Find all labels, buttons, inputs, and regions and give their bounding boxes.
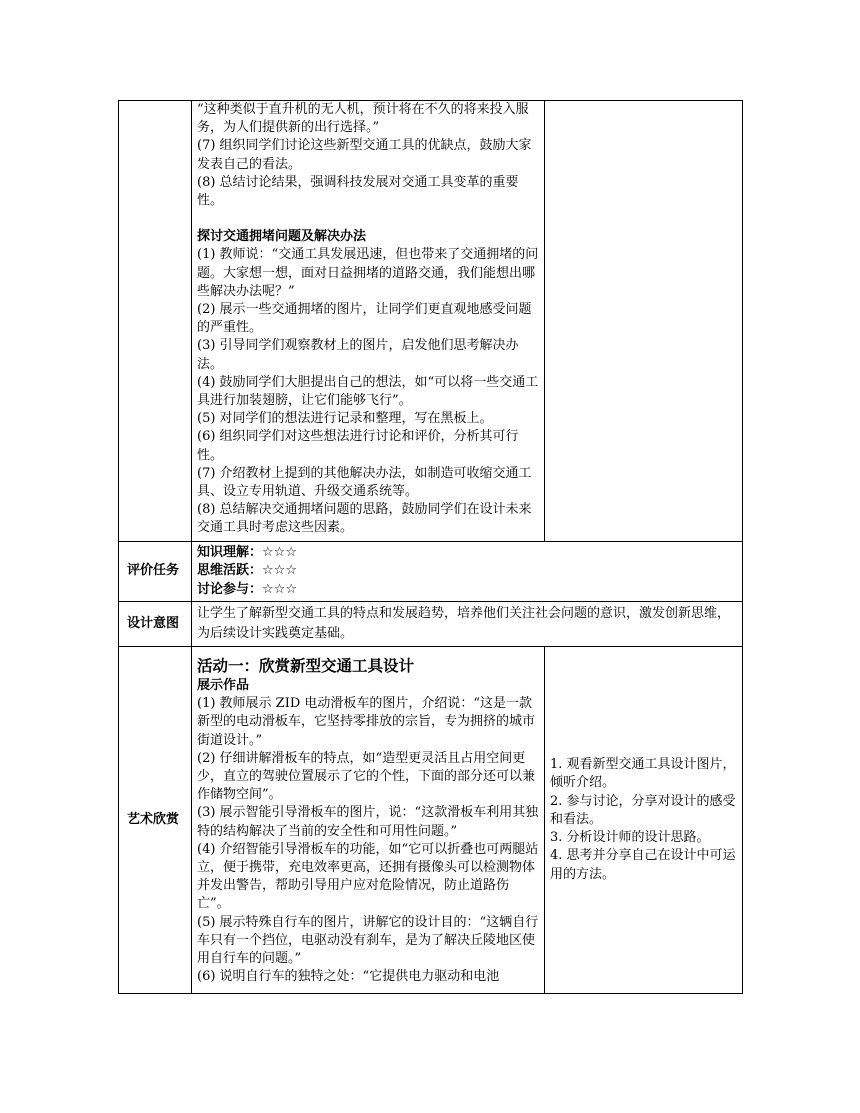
art-item: (6) 说明自行车的独特之处：“它提供电力驱动和电池 [197,969,500,985]
row-continued-activity [119,101,743,542]
section-item: (6) 组织同学们对这些想法进行讨论和评价，分析其可行性。 [197,429,519,463]
student-activities-cell [545,647,743,994]
student-activity: 1. 观看新型交通工具设计图片，倾听介绍。 [550,757,736,791]
row1-label-cell [119,101,192,542]
evaluation-item: 讨论参与：☆☆☆ [197,581,297,597]
student-activity: 3. 分析设计师的设计思路。 [550,830,710,846]
art-item: (4) 介绍智能引导滑板车的功能，如“它可以折叠也可两腿站立，便于携带，充电效率更高，还拥有摄像头可以检测物体并发出警告，帮助引导用户应对危险情况，防止道路伤亡”。 [197,841,539,912]
student-activity: 4. 思考并分享自己在设计中可运用的方法。 [550,848,736,882]
row1-paragraph: (7) 组织同学们讨论这些新型交通工具的优缺点，鼓励大家发表自己的看法。 [197,138,532,172]
section-item: (7) 介绍教材上提到的其他解决办法，如制造可收缩交通工具、设立专用轨道、升级交通系统等。 [197,465,532,500]
section-item: (3) 引导同学们观察教材上的图片，启发他们思考解决办法。 [197,338,519,372]
art-item: (3) 展示智能引导滑板车的图片，说：“这款滑板车利用其独特的结构解决了当前的安全性和可用性问题。” [197,805,539,839]
section-heading: 探讨交通拥堵问题及解决办法 [197,229,367,245]
student-activity: 2. 参与讨论，分享对设计的感受和看法。 [550,793,736,827]
art-appreciation-label: 艺术欣赏 [119,647,192,994]
art-appreciation-content [192,647,545,994]
art-item: (5) 展示特殊自行车的图片，讲解它的设计目的：“这辆自行车只有一个挡位，电驱动没有刹车，是为了解决丘陵地区使用自行车的问题。” [197,914,539,967]
row-evaluation [119,542,743,602]
evaluation-item: 知识理解：☆☆☆ [197,545,297,561]
activity-title: 活动一：欣赏新型交通工具设计 [197,657,415,675]
subheading: 展示作品 [197,678,250,693]
row1-content-cell [192,101,545,542]
section-item: (1) 教师说：“交通工具发展迅速，但也带来了交通拥堵的问题。大家想一想，面对日益拥堵的道路交通，我们能想出哪些解决办法呢？” [197,247,539,299]
evaluation-content [192,542,743,602]
art-item: (1) 教师展示 ZID 电动滑板车的图片，介绍说：“这是一款新型的电动滑板车，它坚持零排放的宗旨，专为拥挤的城市街道设计。” [197,696,536,748]
evaluation-label: 评价任务 [119,542,192,602]
design-intent-label: 设计意图 [119,602,192,647]
row-design-intent [119,602,743,647]
art-item: (2) 仔细讲解滑板车的特点，如“造型更灵活且占用空间更少，直立的驾驶位置展示了它的个性，下面的部分还可以兼作储物空间”。 [197,750,536,803]
section-item: (4) 鼓励同学们大胆提出自己的想法，如“可以将一些交通工具进行加装翅膀，让它们能够飞行”。 [197,374,539,409]
design-intent-text: 让学生了解新型交通工具的特点和发展趋势，培养他们关注社会问题的意识，激发创新思维，为后续设计实践奠定基础。 [192,602,743,647]
lesson-plan-table [118,100,743,994]
section-item: (8) 总结解决交通拥堵问题的思路，鼓励同学们在设计未来交通工具时考虑这些因素。 [197,502,532,536]
evaluation-item: 思维活跃：☆☆☆ [197,563,297,579]
section-item: (5) 对同学们的想法进行记录和整理，写在黑板上。 [197,411,493,427]
section-item: (2) 展示一些交通拥堵的图片，让同学们更直观地感受问题的严重性。 [197,302,532,336]
row1-paragraph: “这种类似于直升机的无人机，预计将在不久的将来投入服务，为人们提供新的出行选择。” [197,102,529,136]
row1-student-cell [545,101,743,542]
row1-paragraph: (8) 总结讨论结果，强调科技发展对交通工具变革的重要性。 [197,174,519,209]
row-art-appreciation [119,647,743,994]
